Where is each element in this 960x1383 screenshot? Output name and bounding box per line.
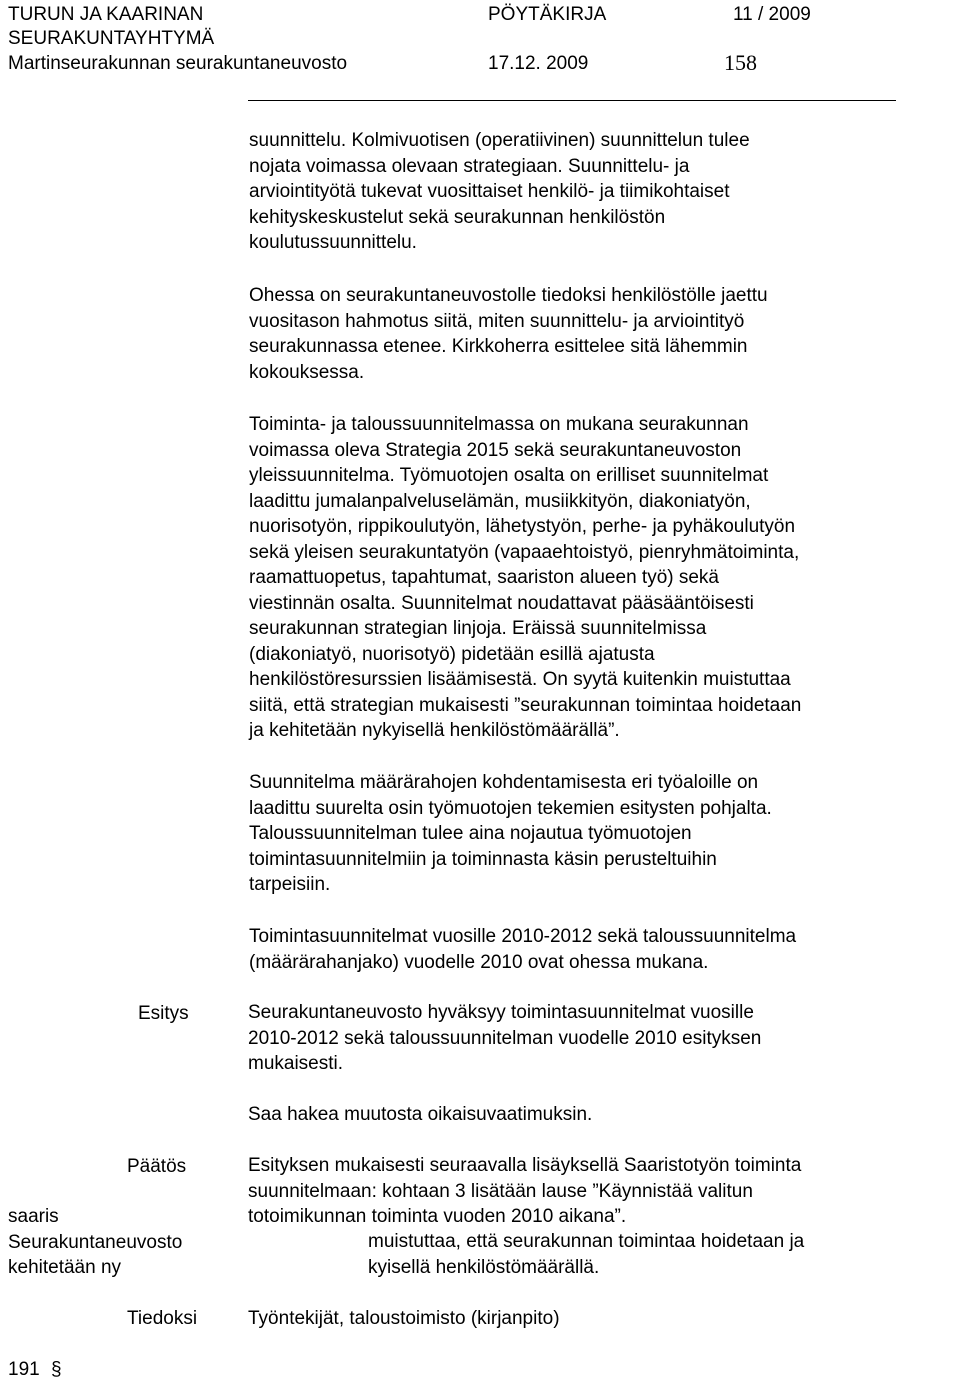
- text-line: seurakunnassa etenee. Kirkkoherra esittelee sitä lähemmin: [249, 336, 748, 357]
- text-line: vuositason hahmotus siitä, miten suunnittelu- ja arviointityö: [249, 310, 745, 332]
- paragraph-budget: [249, 770, 772, 898]
- text-line: nuorisotyön, rippikoulutyön, lähetystyön, perhe- ja pyhäkoulutyön: [249, 516, 796, 537]
- header-divider: [248, 100, 896, 101]
- text-line: Seurakuntaneuvosto hyväksyy toimintasuunnitelmat vuosille: [248, 1002, 754, 1023]
- org-name-line1: TURUN JA KAARINAN: [8, 4, 204, 25]
- text-line: totoimikunnan toiminta vuoden 2010 aikana”.: [248, 1206, 627, 1227]
- org-name-line2: SEURAKUNTAYHTYMÄ: [8, 28, 215, 49]
- document-type: PÖYTÄKIRJA: [488, 4, 607, 25]
- text-line: 2010-2012 sekä taloussuunnitelman vuodelle 2010 esityksen: [248, 1027, 762, 1049]
- esitys-label: Esitys: [138, 1003, 189, 1024]
- text-line: sekä yleisen seurakuntatyön (vapaaehtoistyö, pienryhmätoiminta,: [249, 541, 800, 563]
- meeting-date: 17.12. 2009: [488, 53, 589, 74]
- text-line: Toimintasuunnitelmat vuosille 2010-2012 sekä taloussuunnitelma: [249, 926, 797, 947]
- paatos-left-fragments: [8, 1204, 182, 1281]
- appeal-note: Saa hakea muutosta oikaisuvaatimuksin.: [248, 1104, 593, 1125]
- text-line: Esityksen mukaisesti seuraavalla lisäyksellä Saaristotyön toiminta: [248, 1155, 802, 1176]
- text-line: nojata voimassa olevaan strategiaan. Suunnittelu- ja: [249, 155, 690, 177]
- text-line: tarpeisiin.: [249, 874, 331, 895]
- text-line: ja kehitetään nykyisellä henkilöstömäärällä”.: [249, 720, 620, 741]
- text-line: kehitetään ny: [8, 1257, 122, 1278]
- text-line: suunnitelmaan: kohtaan 3 lisätään lause ”Käynnistää valitun: [248, 1180, 753, 1202]
- text-line: yleissuunnitelma. Työmuotojen osalta on erilliset suunnitelmat: [249, 465, 769, 486]
- text-line: laadittu jumalanpalveluselämän, musiikkityön, diakoniatyön,: [249, 490, 751, 512]
- text-line: kyisellä henkilöstömäärällä.: [368, 1256, 600, 1278]
- text-line: viestinnän osalta. Suunnitelmat noudattavat pääsääntöisesti: [249, 592, 754, 614]
- tiedoksi-text: Työntekijät, taloustoimisto (kirjanpito): [248, 1308, 560, 1329]
- text-line: Taloussuunnitelman tulee aina nojautua työmuotojen: [249, 823, 692, 844]
- text-line: raamattuopetus, tapahtumat, saariston alueen työ) sekä: [249, 567, 719, 588]
- text-line: toimintasuunnitelmiin ja toiminnasta käsin perusteltuihin: [249, 848, 717, 870]
- text-line: Seurakuntaneuvosto: [8, 1231, 183, 1253]
- paatos-right-fragments: [368, 1229, 804, 1280]
- paatos-text: [248, 1153, 801, 1230]
- text-line: siitä, että strategian mukaisesti ”seurakunnan toimintaa hoidetaan: [249, 694, 802, 716]
- text-line: mukaisesti.: [248, 1053, 344, 1074]
- paragraph-strategy: [249, 412, 801, 744]
- text-line: kehityskeskustelut sekä seurakunnan henkilöstön: [249, 206, 666, 228]
- page-number: 158: [724, 50, 757, 75]
- text-line: Toiminta- ja taloussuunnitelmassa on mukana seurakunnan: [249, 414, 749, 435]
- section-symbol: §: [50, 1359, 62, 1380]
- text-line: arviointityötä tukevat vuosittaiset henkilö- ja tiimikohtaiset: [249, 181, 730, 202]
- esitys-text: [248, 1000, 761, 1077]
- text-line: (diakoniatyö, nuorisotyö) pidetään esillä ajatusta: [249, 643, 655, 665]
- paragraph-plans-attached: [249, 924, 796, 975]
- text-line: saaris: [8, 1206, 59, 1227]
- text-line: voimassa oleva Strategia 2015 sekä seurakuntaneuvoston: [249, 439, 742, 461]
- text-line: seurakunnan strategian linjoja. Eräissä suunnitelmissa: [249, 618, 707, 639]
- tiedoksi-label: Tiedoksi: [127, 1308, 198, 1329]
- section-number-value: 191: [8, 1359, 40, 1380]
- text-line: (määrärahanjako) vuodelle 2010 ovat ohessa mukana.: [249, 951, 709, 973]
- document-number: 11 / 2009: [733, 4, 811, 25]
- text-line: henkilöstöresurssien lisäämisestä. On syytä kuitenkin muistuttaa: [249, 669, 791, 690]
- text-line: Suunnitelma määrärahojen kohdentamisesta eri työaloille on: [249, 772, 759, 793]
- paatos-label: Päätös: [127, 1156, 187, 1177]
- text-line: suunnittelu. Kolmivuotisen (operatiivinen) suunnittelun tulee: [249, 130, 750, 151]
- text-line: laadittu suurelta osin työmuotojen tekemien esitysten pohjalta.: [249, 797, 772, 819]
- council-name: Martinseurakunnan seurakuntaneuvosto: [8, 53, 348, 74]
- section-number: [8, 1358, 62, 1381]
- text-line: kokouksessa.: [249, 361, 365, 383]
- text-line: muistuttaa, että seurakunnan toimintaa hoidetaan ja: [368, 1231, 805, 1252]
- text-line: Ohessa on seurakuntaneuvostolle tiedoksi henkilöstölle jaettu: [249, 285, 768, 306]
- text-line: koulutussuunnittelu.: [249, 232, 417, 253]
- paragraph-attachment: [249, 283, 768, 385]
- paragraph-planning: [249, 128, 750, 256]
